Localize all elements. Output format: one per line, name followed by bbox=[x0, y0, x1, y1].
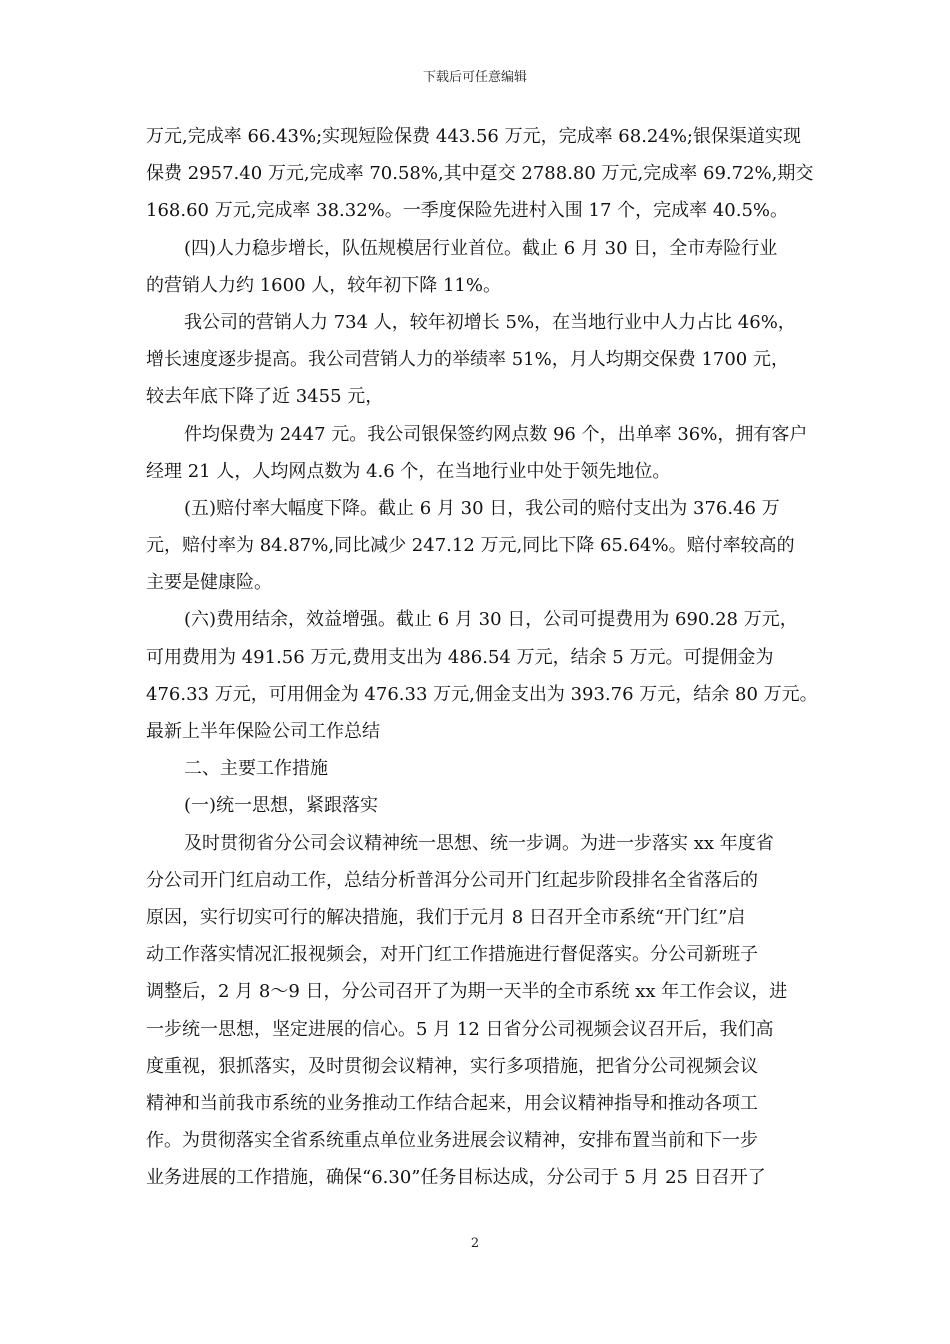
text-line: 万元,完成率 66.43%;实现短险保费 443.56 万元，完成率 68.24%;银保渠道实现 bbox=[146, 126, 801, 147]
text-line: 168.60 万元,完成率 38.32%。一季度保险先进村入围 17 个，完成率 40.5%。 bbox=[146, 200, 789, 222]
section-heading-6: (六)费用结余，效益增强。截止 6 月 30 日，公司可提费用为 690.28 万元， bbox=[184, 609, 798, 631]
section-heading-5: (五)赔付率大幅度下降。截止 6 月 30 日，我公司的赔付支出为 376.46 万 bbox=[184, 497, 780, 519]
text-line: 调整后，2 月 8～9 日，分公司召开了为期一天半的全市系统 xx 年工作会议，进 bbox=[146, 981, 788, 1003]
text-line: 原因，实行切实可行的解决措施，我们于元月 8 日召开全市系统“开门红”启 bbox=[146, 906, 746, 928]
text-line: 经理 21 人，人均网点数为 4.6 个，在当地行业中处于领先地位。 bbox=[146, 460, 671, 482]
text-line: 可用费用为 491.56 万元,费用支出为 486.54 万元，结余 5 万元。可提佣金为 bbox=[146, 646, 774, 668]
text-line: 最新上半年保险公司工作总结 bbox=[146, 721, 380, 742]
text-line: 精神和当前我市系统的业务推动工作结合起来，用会议精神指导和推动各项工 bbox=[146, 1092, 758, 1114]
text-line: 我公司的营销人力 734 人，较年初增长 5%，在当地行业中人力占比 46%， bbox=[184, 311, 796, 333]
text-line: 分公司开门红启动工作，总结分析普洱分公司开门红起步阶段排名全省落后的 bbox=[146, 869, 758, 891]
text-line: 476.33 万元，可用佣金为 476.33 万元,佣金支出为 393.76 万元，结余 80 万元。 bbox=[146, 683, 818, 705]
text-line: 元，赔付率为 84.87%,同比减少 247.12 万元,同比下降 65.64%。赔付率较高的 bbox=[146, 535, 795, 557]
text-line: 增长速度逐步提高。我公司营销人力的举绩率 51%，月人均期交保费 1700 元， bbox=[146, 349, 789, 371]
text-line: 的营销人力约 1600 人，较年初下降 11%。 bbox=[146, 274, 501, 296]
section-title: 二、主要工作措施 bbox=[184, 758, 328, 780]
text-line: 度重视，狠抓落实，及时贯彻会议精神，实行多项措施，把省分公司视频会议 bbox=[146, 1055, 758, 1077]
text-line: 主要是健康险。 bbox=[146, 572, 272, 594]
text-line: 作。为贯彻落实全省系统重点单位业务进展会议精神，安排布置当前和下一步 bbox=[146, 1130, 758, 1152]
text-line: 动工作落实情况汇报视频会，对开门红工作措施进行督促落实。分公司新班子 bbox=[146, 944, 758, 966]
text-line: 件均保费为 2447 元。我公司银保签约网点数 96 个，出单率 36%，拥有客户 bbox=[184, 423, 808, 445]
text-line: 保费 2957.40 万元,完成率 70.58%,其中趸交 2788.80 万元,完成率 69.72%,期交 bbox=[146, 163, 814, 185]
page-number: 2 bbox=[470, 1236, 480, 1251]
document-body bbox=[146, 118, 822, 1196]
page-header: 下载后可任意编辑 bbox=[422, 70, 527, 85]
subsection-title: (一)统一思想，紧跟落实 bbox=[184, 795, 379, 817]
text-line: 业务进展的工作措施，确保“6.30”任务目标达成，分公司于 5 月 25 日召开了 bbox=[146, 1167, 766, 1189]
section-heading-4: (四)人力稳步增长，队伍规模居行业首位。截止 6 月 30 日，全市寿险行业 bbox=[184, 237, 778, 259]
text-line: 一步统一思想，坚定进展的信心。5 月 12 日省分公司视频会议召开后，我们高 bbox=[146, 1018, 774, 1040]
text-line: 较去年底下降了近 3455 元， bbox=[146, 386, 384, 408]
text-line: 及时贯彻省分公司会议精神统一思想、统一步调。为进一步落实 xx 年度省 bbox=[184, 832, 774, 854]
